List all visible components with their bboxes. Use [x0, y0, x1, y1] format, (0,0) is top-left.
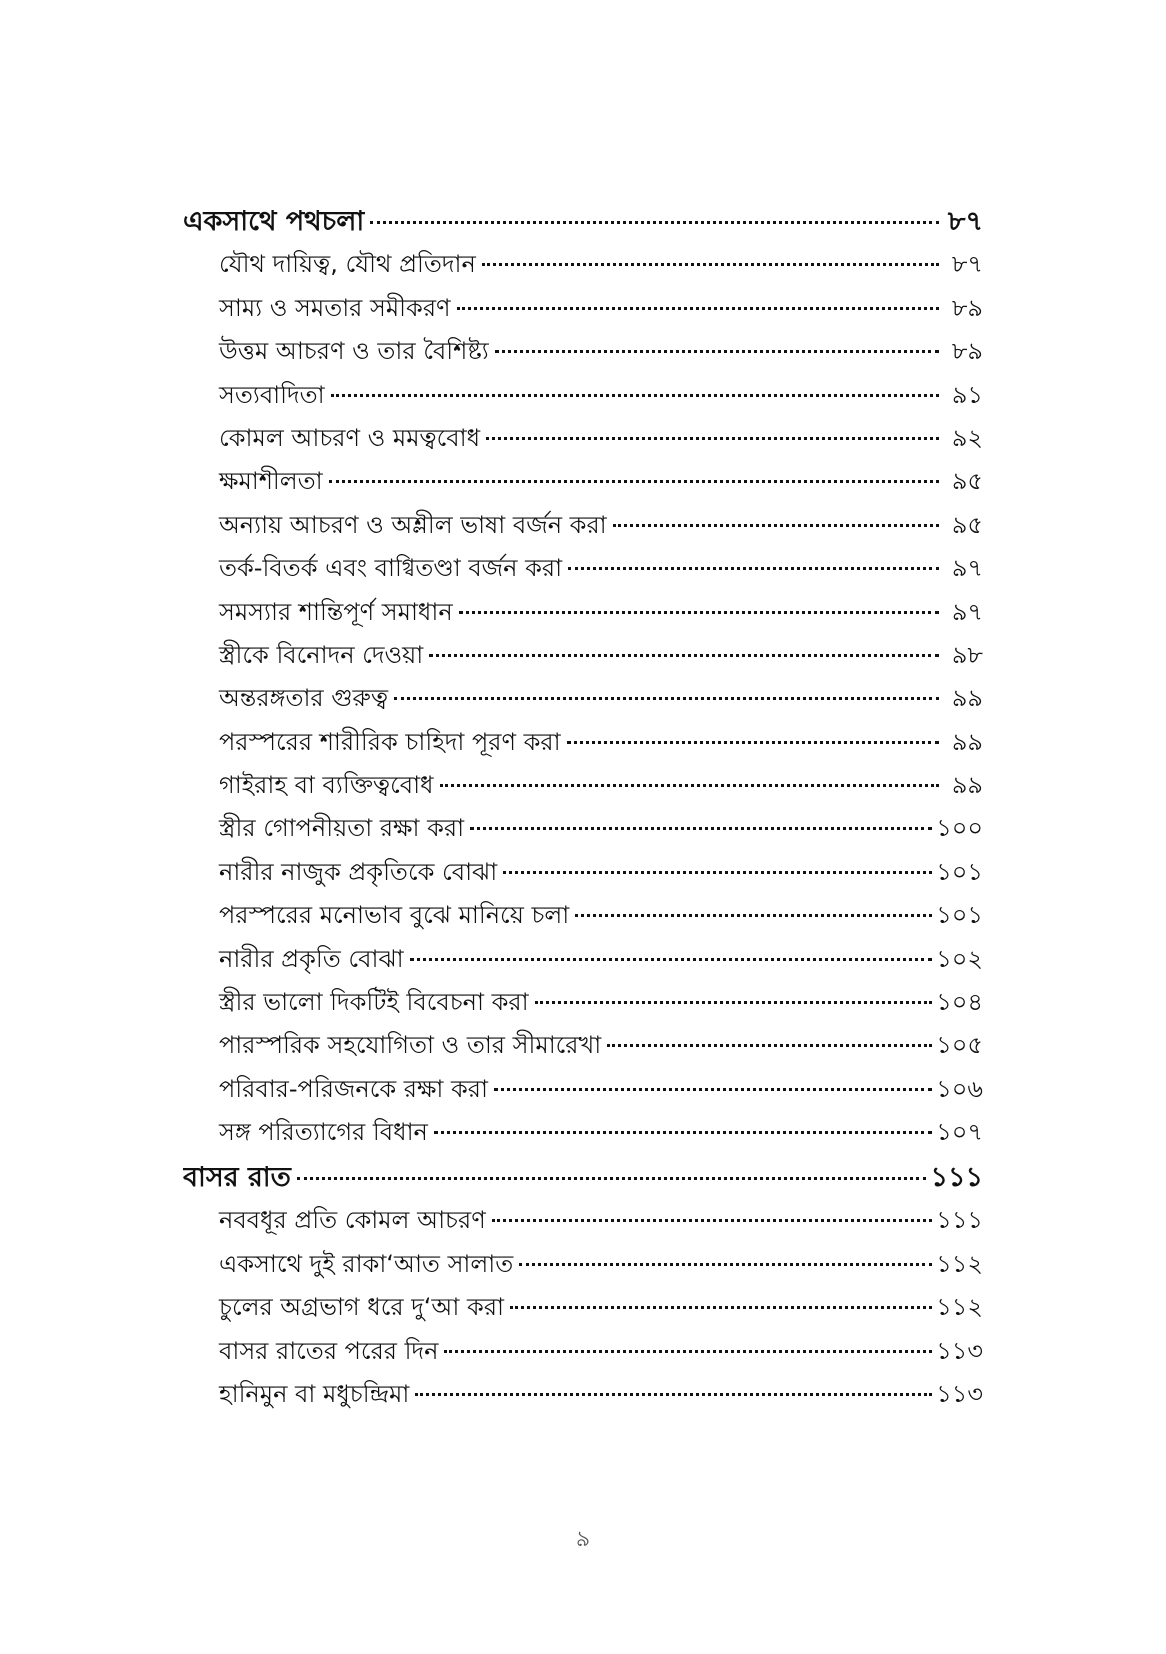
- dot-leader: [486, 436, 939, 440]
- toc-entry-title: একসাথে দুই রাকা‘আত সালাত: [219, 1249, 514, 1278]
- toc-page-number: ১০৪: [936, 988, 983, 1017]
- toc-entry-title: চুলের অগ্রভাগ ধরে দু‘আ করা: [219, 1293, 505, 1322]
- toc-entry: [183, 547, 983, 590]
- toc-entry: [183, 591, 983, 634]
- toc-entry: [183, 1243, 983, 1286]
- dot-leader: [519, 1262, 932, 1266]
- dot-leader: [470, 826, 932, 830]
- toc-page-number: ৯৯: [951, 727, 983, 756]
- toc-entry-title: স্ত্রীর ভালো দিকটিই বিবেচনা করা: [219, 988, 529, 1017]
- dot-leader: [410, 957, 933, 961]
- dot-leader: [434, 1130, 932, 1134]
- toc-entry: [183, 807, 983, 850]
- toc-entry-title: সাম্য ও সমতার সমীকরণ: [219, 293, 451, 322]
- toc-page-number: ১১২: [936, 1293, 983, 1322]
- toc-page-number: ৯৮: [951, 640, 983, 669]
- toc-entry: [183, 721, 983, 764]
- toc-page-number: ১০২: [936, 944, 983, 973]
- toc-entry-title: কোমল আচরণ ও মমত্ববোধ: [219, 423, 481, 452]
- dot-leader: [613, 523, 939, 527]
- dot-leader: [510, 1305, 932, 1309]
- toc-page-number: ৯৭: [951, 554, 983, 583]
- toc-entry-title: উত্তম আচরণ ও তার বৈশিষ্ট্য: [219, 337, 489, 366]
- toc-entry-title: স্ত্রীর গোপনীয়তা রক্ষা করা: [219, 814, 465, 843]
- toc-page-number: ৮৭: [947, 206, 983, 237]
- toc-entry: [183, 504, 983, 547]
- toc-entry: [183, 1199, 983, 1242]
- toc-entry: [183, 1024, 983, 1067]
- toc-entry: [183, 460, 983, 503]
- page-number: ৯: [575, 1527, 591, 1552]
- toc-entry-title: তর্ক-বিতর্ক এবং বাগ্বিতণ্ডা বর্জন করা: [219, 554, 563, 583]
- toc-page-number: ৯৯: [951, 684, 983, 713]
- toc-entry-title: সত্যবাদিতা: [219, 380, 325, 409]
- toc-entry-title: বাসর রাতের পরের দিন: [219, 1336, 439, 1365]
- toc-page-number: ১০১: [936, 857, 983, 886]
- toc-entry: [183, 764, 983, 807]
- toc-entry: [183, 287, 983, 330]
- toc-page-number: ৯৯: [951, 771, 983, 800]
- dot-leader: [575, 913, 932, 917]
- toc-entry-title: সঙ্গ পরিত্যাগের বিধান: [219, 1118, 428, 1147]
- toc-page-number: ১০৫: [936, 1031, 983, 1060]
- toc-entry-title: নারীর প্রকৃতি বোঝা: [219, 944, 404, 973]
- toc-entry-title: অন্যায় আচরণ ও অশ্লীল ভাষা বর্জন করা: [219, 510, 607, 539]
- toc-entry: [183, 1330, 983, 1373]
- toc-page-number: ৯৫: [951, 467, 983, 496]
- toc-section: [183, 200, 983, 1155]
- toc-entry-title: নববধূর প্রতি কোমল আচরণ: [219, 1206, 486, 1235]
- toc-chapter-heading: [183, 1156, 983, 1199]
- dot-leader: [331, 393, 939, 397]
- toc-page-number: ৯২: [951, 423, 983, 452]
- toc-page-number: ৮৯: [951, 337, 983, 366]
- toc-page-number: ১১৩: [936, 1336, 983, 1365]
- dot-leader: [297, 1176, 927, 1180]
- toc-entry: [183, 1373, 983, 1416]
- toc-entry-title: সমস্যার শান্তিপূর্ণ সমাধান: [219, 597, 453, 626]
- toc-page-number: ৮৭: [951, 250, 983, 279]
- dot-leader: [394, 696, 939, 700]
- toc-entry-title: নারীর নাজুক প্রকৃতিকে বোঝা: [219, 857, 498, 886]
- toc-entry-title: একসাথে পথচলা: [183, 206, 365, 237]
- dot-leader: [568, 566, 939, 570]
- dot-leader: [503, 870, 932, 874]
- toc-entry: [183, 1286, 983, 1329]
- toc-page-number: ১১১: [930, 1162, 983, 1193]
- toc-page-number: ৮৯: [951, 293, 983, 322]
- toc-entry: [183, 851, 983, 894]
- toc-page-number: ১১১: [936, 1206, 983, 1235]
- toc-entry-title: স্ত্রীকে বিনোদন দেওয়া: [219, 640, 424, 669]
- toc-chapter-heading: [183, 200, 983, 243]
- toc-entry-title: পরিবার-পরিজনকে রক্ষা করা: [219, 1074, 488, 1103]
- toc-entry-title: হানিমুন বা মধুচন্দ্রিমা: [219, 1379, 410, 1408]
- toc-entry-title: ক্ষমাশীলতা: [219, 467, 323, 496]
- toc-entry: [183, 981, 983, 1024]
- dot-leader: [607, 1043, 932, 1047]
- toc-entry: [183, 634, 983, 677]
- dot-leader: [440, 783, 940, 787]
- dot-leader: [492, 1218, 933, 1222]
- dot-leader: [329, 479, 939, 483]
- dot-leader: [415, 1392, 932, 1396]
- toc-entry: [183, 938, 983, 981]
- toc-section: [183, 1156, 983, 1416]
- dot-leader: [494, 1087, 932, 1091]
- toc-entry: [183, 374, 983, 417]
- dot-leader: [457, 306, 939, 310]
- toc-entry: [183, 894, 983, 937]
- toc-entry-title: অন্তরঙ্গতার গুরুত্ব: [219, 684, 389, 713]
- toc-page-number: ৯৭: [951, 597, 983, 626]
- toc-page-number: ১০৬: [936, 1074, 983, 1103]
- toc-entry-title: পরস্পরের শারীরিক চাহিদা পূরণ করা: [219, 727, 561, 756]
- toc-page-number: ১০১: [936, 901, 983, 930]
- toc-entry-title: যৌথ দায়িত্ব, যৌথ প্রতিদান: [219, 250, 476, 279]
- toc-page-number: ৯৫: [951, 510, 983, 539]
- toc-entry: [183, 243, 983, 286]
- toc-entry: [183, 1111, 983, 1154]
- toc-entry: [183, 330, 983, 373]
- dot-leader: [495, 349, 939, 353]
- toc-entry-title: পারস্পরিক সহযোগিতা ও তার সীমারেখা: [219, 1031, 602, 1060]
- dot-leader: [370, 220, 939, 224]
- toc-page-number: ১০৭: [936, 1118, 983, 1147]
- dot-leader: [482, 262, 939, 266]
- toc-entry-title: গাইরাহ বা ব্যক্তিত্ববোধ: [219, 771, 434, 800]
- toc-entry-title: বাসর রাত: [183, 1162, 291, 1193]
- toc-entry: [183, 1068, 983, 1111]
- dot-leader: [459, 610, 939, 614]
- toc-page-number: ১১৩: [936, 1379, 983, 1408]
- dot-leader: [444, 1349, 932, 1353]
- toc-page-number: ১১২: [936, 1249, 983, 1278]
- toc-page-number: ৯১: [951, 380, 983, 409]
- toc-entry-title: পরস্পরের মনোভাব বুঝে মানিয়ে চলা: [219, 901, 570, 930]
- dot-leader: [429, 653, 939, 657]
- toc-entry: [183, 677, 983, 720]
- toc-entry: [183, 417, 983, 460]
- dot-leader: [535, 1000, 933, 1004]
- dot-leader: [567, 740, 939, 744]
- toc-page-number: ১০০: [936, 814, 983, 843]
